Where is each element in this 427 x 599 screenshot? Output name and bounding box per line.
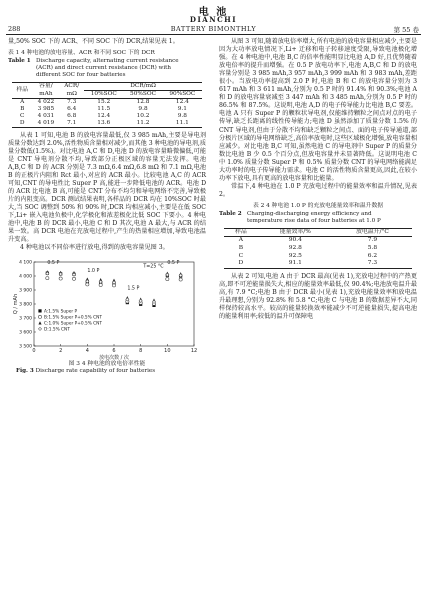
table-cell: 92.5 — [288, 252, 302, 259]
table1-header-sample: 样品 — [12, 82, 32, 98]
annotation-label: 1.0 P — [87, 269, 100, 275]
right-column — [219, 38, 417, 321]
y-tick-label: 4 100 — [19, 261, 32, 267]
table-row — [12, 98, 202, 106]
table-cell: D — [224, 260, 258, 268]
table1-header-capacity: 容量/ — [32, 82, 59, 90]
table1-header-capacity-unit: mAh — [39, 90, 53, 97]
figure3-caption-en — [16, 368, 206, 375]
table-cell: 11.5 — [97, 105, 111, 112]
figure3-caption-cn: 图 3 4 种电池的放电倍率性能 — [68, 361, 146, 368]
table2-caption-cn: 表 2 4 种电池 1.0 P 的充放电能量效率和温升数据 — [252, 202, 384, 209]
data-point — [59, 277, 62, 280]
table-cell: 4 019 — [32, 120, 59, 128]
table2-label: Table 2 — [219, 210, 242, 217]
table2 — [224, 228, 412, 269]
y-tick-label: 3 800 — [19, 303, 32, 309]
table-row — [12, 106, 202, 113]
y-tick-label: 4 000 — [19, 275, 32, 281]
figure3-label: Fig. 3 — [16, 368, 34, 375]
table-cell: 90.4 — [258, 237, 333, 245]
legend-label: D:1.5% CNT — [44, 327, 70, 333]
x-tick-label: 8 — [139, 348, 143, 355]
data-point — [72, 278, 75, 281]
table-cell: 6.2 — [367, 252, 378, 259]
table2-header: 样品 — [224, 228, 258, 237]
table-cell: 7.3 — [333, 260, 412, 268]
table-cell: 12.8 — [123, 98, 162, 106]
annotation-label: 1.5 P — [127, 286, 140, 292]
table1-caption-cn — [8, 50, 206, 57]
data-point — [46, 277, 49, 280]
annotation-label: 0.5 P — [47, 261, 60, 267]
table-cell: 12.4 — [97, 112, 111, 119]
annotation-label: T=25 °C — [143, 265, 164, 271]
x-tick-label: 10 — [164, 348, 171, 355]
table2-caption-en-text: Charging-discharging energy efficiency and temperature rise data of four batteries at 1.0 P — [247, 210, 381, 224]
paragraph: 4 种电池以不同倍率进行放电,得到的放电容量见图 3。 — [20, 244, 169, 252]
x-tick-label: 12 — [190, 348, 198, 355]
y-tick-label: 3 500 — [19, 345, 32, 351]
y-tick-label: 3 900 — [19, 289, 32, 295]
table-cell: 3 985 — [37, 105, 55, 112]
table1-header-acr: ACR/ — [59, 82, 84, 90]
header-rule — [6, 34, 421, 35]
table-cell: 4 022 — [32, 98, 59, 106]
table-cell: 7.3 — [59, 98, 84, 106]
table1-header-soc: 90%SOC — [169, 90, 196, 97]
paragraph: 从表 1 可知,电池 B 的放电容量最低,仅 3 985 mAh,主要是导电剂质量分数达到 2.0%,活性物质含量相对减少,而其他 3 种电池的导电剂,质量分数低(1.5%)。对比电池 A,C 和 D,电池 D 的放电容量略微偏低,可能是 CNT 导电剂分散不均,导致部分正极区域的容量无法发挥。电池 A,B,C 和 D 的 ACR 分别是 7.3 mΩ,6.4 mΩ,6.8 mΩ 和 7.1 mΩ,电池 B 的正极片内阻和 Rct 最小,对应的 ACR 最小。比较电池 A,C 的 ACR 可知,CNT 的导电性比 Super P 高,能进一步降低电池的 ACR。电池 D 的 ACR 比电池 B 高,可能是 CNT 分布不均匀和导电网络不完善,导致极片的内阻变高。DCR 测试结果表明,各样品的 DCR 均在 10%SOC 时最大,当 SOC 调整到 50% 和 90% 时,DCR 均相应减小,主要是在低 SOC 下,Li+ 嵌入电池负极中,化学极化和浓差极化比低 SOC 下要小。4 种电池中,电池 B 的 DCR 最小,电池 C 和 D 其次,电池 A 最大,与 ACR 的结果一致。高 DCR 电池在充放电过程中,产生的热量相应增加,导致电池温升变高。 — [8, 131, 206, 244]
journal-name: BATTERY BIMONTHLY — [170, 25, 257, 33]
table-cell: 6.4 — [67, 105, 77, 112]
table-cell: C — [19, 112, 25, 119]
table1 — [12, 82, 202, 128]
data-point — [179, 278, 182, 281]
table-row — [12, 120, 202, 128]
figure3 — [10, 256, 200, 360]
table-row — [224, 253, 412, 261]
table-cell: D — [12, 120, 32, 128]
data-point — [166, 278, 169, 281]
table-row — [224, 245, 412, 253]
legend-marker — [38, 310, 41, 313]
table-cell: A — [12, 98, 32, 106]
x-tick-label: 4 — [85, 348, 89, 355]
legend-label: A:1.5% Super P — [44, 309, 78, 315]
journal-title-cn: 电 池 — [198, 7, 229, 18]
table-row — [224, 237, 412, 245]
table-cell: A — [224, 237, 258, 245]
table-cell: 9.1 — [177, 105, 187, 112]
paragraph: 常温下,4 种电池在 1.0 P 充放电过程中的能量效率和温升情况,见表 2。 — [219, 182, 417, 198]
volume-label: 第 55 卷 — [393, 26, 419, 34]
table-cell: C — [238, 252, 244, 259]
table1-caption-en-text: Discharge capacity, alternating current resistance (ACR) and direct current resistance (DCR) with different SOC for four batteries — [36, 58, 179, 78]
page-number: 288 — [8, 25, 21, 33]
table-cell: 6.8 — [67, 112, 77, 119]
rate-chart — [10, 256, 200, 360]
legend-marker — [38, 322, 41, 325]
table-cell: 7.1 — [59, 120, 84, 128]
plot-frame — [34, 262, 194, 346]
table1-label: Table 1 — [8, 58, 31, 65]
paragraph: 从图 3 可知,随着放电倍率增大,所有电池的放电容量相应减少,主要是因为大功率放电情况下,Li+ 迁移和电子转移速度受限,导致电池极化增强。在 4 种电池中,电池 B,C 的倍率性能明显比电池 A,D 好,且优势随着放电倍率的提升而增强。在 0.5 P 放电功率下,电池 A,B,C 和 D 的放电容量分别是 3 985 mAh,3 957 mAh,3 999 mAh 和 3 983 mAh,差距很小。当放电功率提高到 2.0 P 时,电池 B 和 C 的放电容量分别为 3 617 mAh 和 3 611 mAh,分别为 0.5 P 时的 91.4% 和 90.3%;电池 A 和 D 的放电容量衰减至 3 447 mAh 和 3 485 mAh,分别为 0.5 P 时的 86.5% 和 87.5%。这说明,电池 A,D 的电子传导能力比电池 B,C 要差。电池 A 只有 Super P 的颗粒状导电剂,仅能维持颗粒之间点对点的电子传导,缺乏长距离的线性传导能力;电池 D 虽然添加了质量分数 1.5% 的 CNT 导电剂,但由于分散不均和缺乏颗粒之间点、面的电子传导通道,部分极片区域的导电网络缺乏,高倍率放电时,这些区域极化增强,放电容量相应减少。对比电池 B,C 可知,虽然电池 C 的导电剂中 Super P 的质量分数比电池 B 少 0.5 个百分点,但放电容量并未显著降低。这说明电池 C 中 1.0% 质量分数 Super P 和 0.5% 质量分数 CNT 的导电网络能满足大功率时的电子传导能力需求。电池 C 的活性物质含量更高,因此,在较小功率下放电,具有更高的放电容量和比能量。 — [219, 38, 417, 182]
table-cell: 91.1 — [258, 260, 333, 268]
table-cell: 7.9 — [333, 237, 412, 245]
table-cell: 15.2 — [84, 98, 123, 106]
y-axis-label: Q / mAh — [13, 294, 19, 315]
x-tick-label: 0 — [32, 348, 36, 355]
table1-header-dcr: DCR/mΩ — [84, 82, 202, 90]
paragraph: 量,50% SOC 下的 ACR、不同 SOC 下的 DCR,结果见表 1。 — [8, 38, 179, 45]
table-row — [224, 260, 412, 268]
table-cell: 9.8 — [138, 105, 148, 112]
table-cell: 12.4 — [163, 98, 202, 106]
paragraph: 从表 2 可知,电池 A 由于 DCR 最高(见表 1),充放电过程中的产热更高,即不可逆能量损失大,相应的能量效率最低,仅 90.4%;电池放电温升最高,有 7.9 °C;电池 B 由于 DCR 最小(见表 1),充放电能量效率和放电温升最理想,分别为 92.8% 和 5.8 °C;电池 C 与电池 B 的数据差异不大,同样保持较高水平。较高的能量转换效率能减少不可逆能量损失,提高电池的能量利用率;较低的温升可保障电 — [219, 272, 417, 320]
table-cell: 92.8 — [288, 244, 302, 251]
legend-marker — [38, 328, 41, 331]
table2-caption-en — [219, 211, 417, 225]
table-cell: 5.8 — [367, 244, 378, 251]
legend-label: B:1.5% Super P+0.5% CNT — [44, 315, 102, 321]
table-cell: B — [20, 105, 25, 112]
journal-title-en: DIANCHI — [189, 15, 238, 24]
table-cell: 11.1 — [163, 120, 202, 128]
table1-header-soc: 10%SOC — [90, 90, 117, 97]
table-cell: 9.8 — [177, 112, 187, 119]
x-tick-label: 6 — [112, 348, 116, 355]
figure3-caption-en-text: Discharge rate capability of four batteries — [35, 368, 156, 375]
x-axis-label: 放电次数 / 次 — [99, 355, 129, 361]
table1-caption-cn-text: 表 1 4 种电池的放电容量、ACR 和不同 SOC 下的 DCR — [8, 50, 155, 57]
left-column — [8, 38, 206, 375]
legend-marker — [38, 316, 41, 319]
table-cell: 10.2 — [136, 112, 150, 119]
table2-header: 能量效率/% — [258, 228, 333, 237]
table1-caption-en — [8, 58, 206, 79]
table1-header-soc: 50%SOC — [130, 90, 157, 97]
table-cell: 13.6 — [84, 120, 123, 128]
legend-label: C:1.0% Super P+0.5% CNT — [44, 321, 102, 327]
annotation-label: 0.5 P — [167, 261, 180, 267]
table-row — [12, 113, 202, 120]
y-tick-label: 3 700 — [19, 317, 32, 323]
table2-header: 放电温升/°C — [333, 228, 412, 237]
table1-header-acr-unit: mΩ — [66, 90, 77, 97]
x-tick-label: 2 — [59, 348, 63, 355]
table-cell: 4 031 — [37, 112, 55, 119]
table-cell: 11.2 — [123, 120, 162, 128]
table-cell: B — [238, 244, 244, 251]
y-tick-label: 3 600 — [19, 331, 32, 337]
